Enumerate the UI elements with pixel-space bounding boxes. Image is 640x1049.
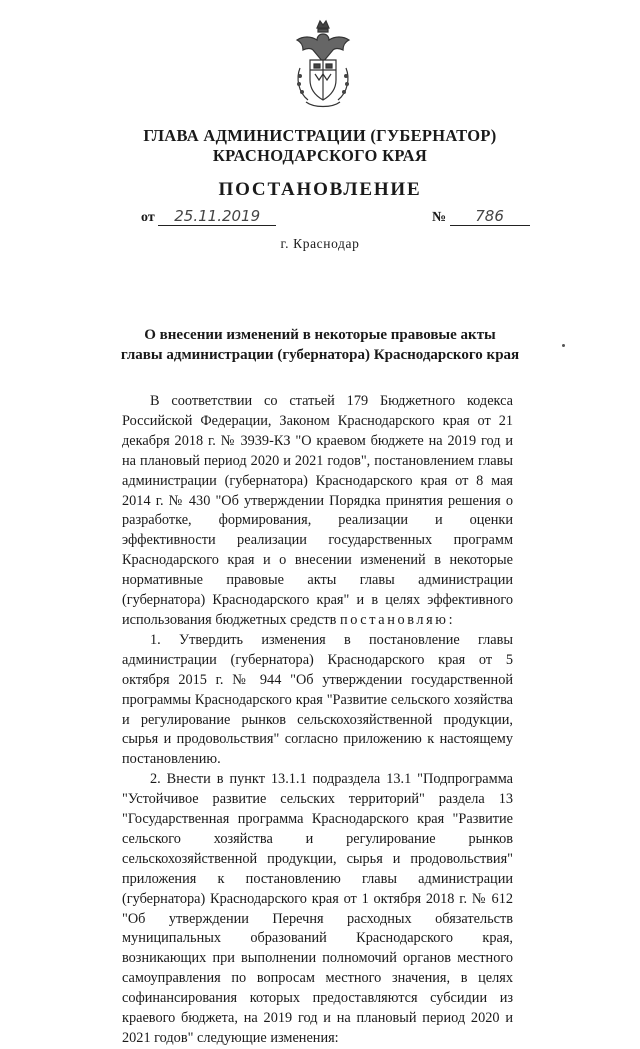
document-title <box>0 325 640 365</box>
title-line-1: О внесении изменений в некоторые правовые акты <box>144 327 496 343</box>
date-field <box>141 207 276 229</box>
item-1-paragraph: 1. Утвердить изменения в постановление главы администрации (губернатора) Краснодарского края от 5 октября 2015 г. № 944 "Об утверждении государственной программы Краснодарского края "Развитие сельского хозяйства и регулирование рынков сельскохозяйственной продукции, сырья и продовольствия" согласно приложению к настоящему постановлению. <box>122 631 513 768</box>
resolve-word: постановляю: <box>339 611 456 628</box>
document-type: ПОСТАНОВЛЕНИЕ <box>218 179 422 200</box>
number-label: № <box>432 210 447 225</box>
number-field <box>432 207 530 229</box>
city: г. Краснодар <box>280 236 360 251</box>
authority-line-2: КРАСНОДАРСКОГО КРАЯ <box>212 146 428 165</box>
date-label: от <box>141 210 155 225</box>
date-value: 25.11.2019 <box>158 207 276 226</box>
document-body <box>122 392 513 1049</box>
authority-name <box>0 126 640 166</box>
item-2-paragraph: 2. Внести в пункт 13.1.1 подраздела 13.1 "Подпрограмма "Устойчивое развитие сельских территорий" раздела 13 "Государственная программа Краснодарского края "Развитие сельского хозяйства и регулирование рынков сельскохозяйственной продукции, сырья и продовольствия" приложения к постановлению главы администрации (губернатора) Краснодарского края от 1 октября 2018 г. № 612 "Об утверждении Перечня расходных обязательств муниципальных образований Краснодарского края, возникающих при выполнении полномочий органов местного самоуправления по вопросам местного значения, в целях софинансирования которых предоставляются субсидии из краевого бюджета, на 2019 год и на плановый период 2020 и 2021 годов" следующие изменения: <box>122 771 513 1046</box>
preamble-text: В соответствии со статьей 179 Бюджетного кодекса Российской Федерации, Законом Краснодарского края от 21 декабря 2018 г. № 3939-КЗ "О краевом бюджете на 2019 год и на плановый период 2020 и 2021 годов", постановлением главы администрации (губернатора) Краснодарского края от 8 мая 2014 г. № 430 "Об утверждении Порядка принятия решения о разработке, формирования, реализации и оценки эффективности реализации государственных программ Краснодарского края и о внесении изменений в некоторые нормативные правовые акты главы администрации (губернатора) Краснодарского края" и в целях эффективного использования бюджетных средств <box>122 393 513 628</box>
preamble-paragraph <box>122 392 513 631</box>
coat-of-arms-emblem <box>290 18 356 114</box>
title-line-2: главы администрации (губернатора) Краснодарского края <box>120 347 520 363</box>
number-value: 786 <box>450 207 530 226</box>
stray-mark <box>562 344 565 347</box>
authority-line-1: ГЛАВА АДМИНИСТРАЦИИ (ГУБЕРНАТОР) <box>143 126 497 145</box>
